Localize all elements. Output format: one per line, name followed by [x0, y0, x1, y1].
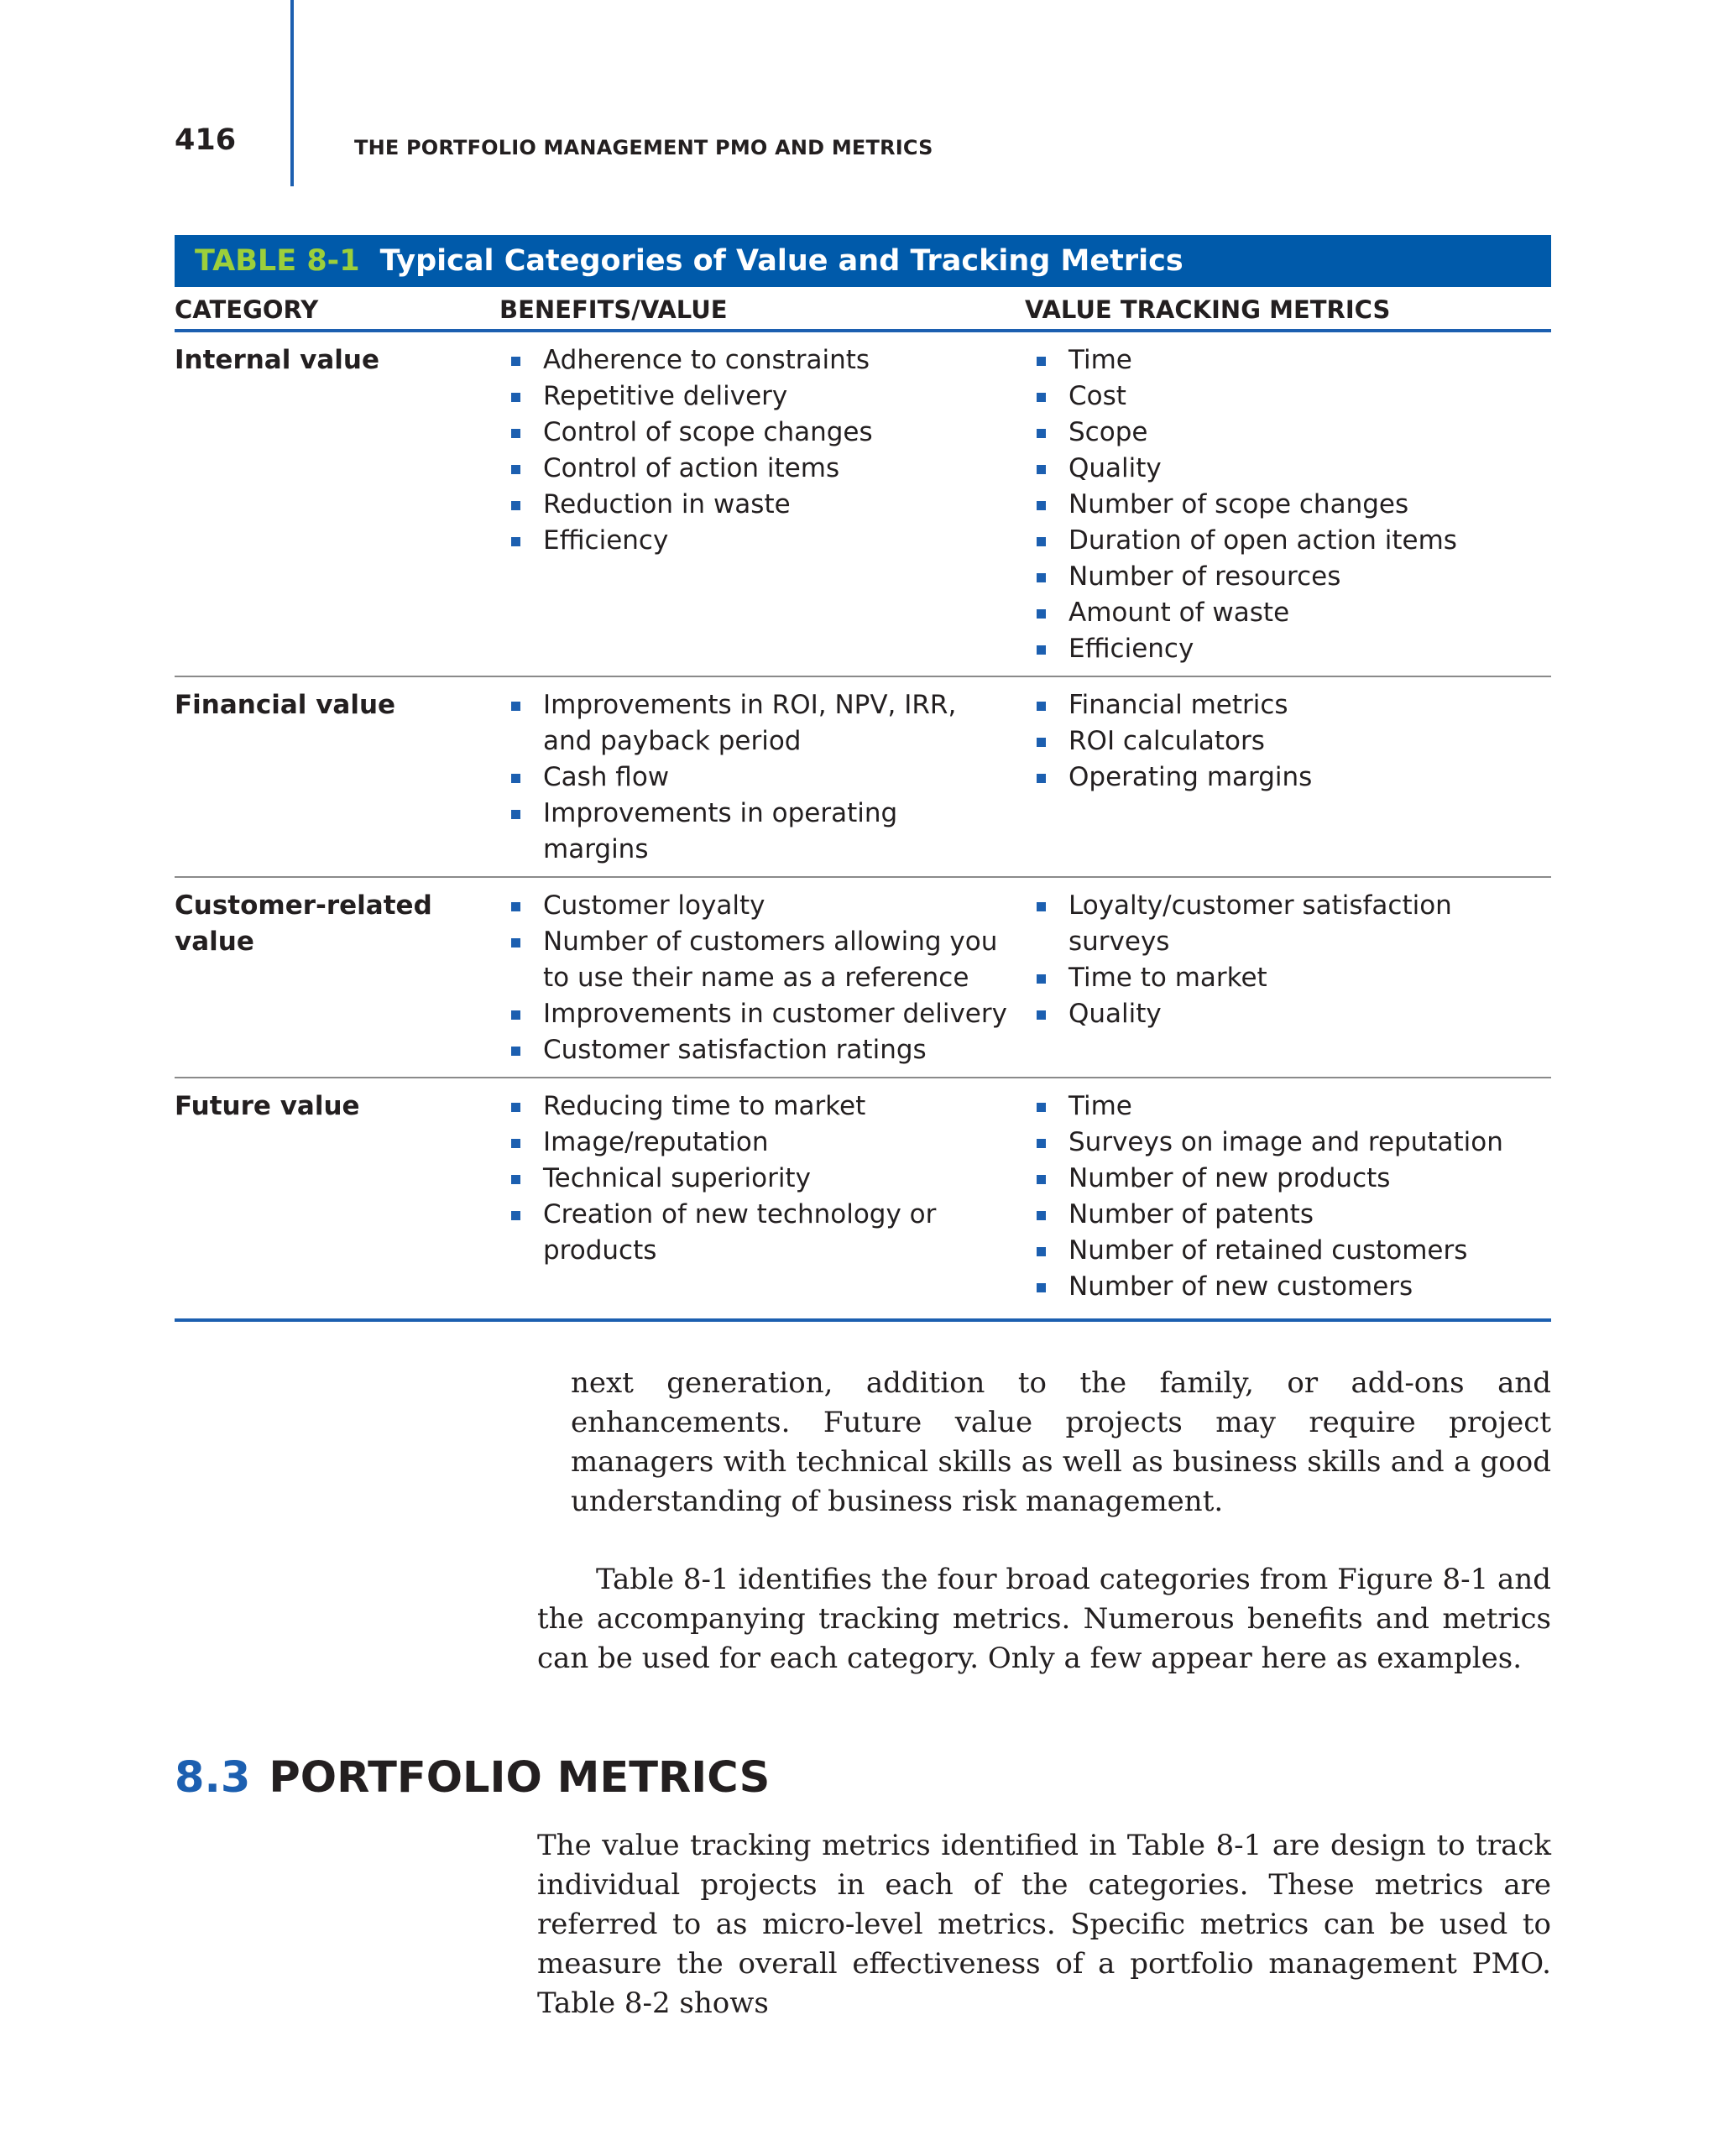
benefit-item: Control of action items	[508, 451, 1008, 487]
benefit-item: Improvements in operating margins	[508, 796, 1008, 868]
metric-item: Quality	[1033, 451, 1526, 487]
table-row	[175, 332, 1551, 677]
benefits-list-cell	[508, 1088, 1033, 1305]
benefit-item: Number of customers allowing you to use their name as a reference	[508, 924, 1008, 996]
metrics-list-cell	[1033, 1088, 1551, 1305]
metric-item: Number of new customers	[1033, 1269, 1526, 1305]
benefit-item: Adherence to constraints	[508, 342, 1008, 378]
benefits-list-cell	[508, 342, 1033, 667]
body-paragraph-3: The value tracking metrics identified in Table 8-1 are design to track individual projects in each of the categories. These metrics are referred to as micro-level metrics. Specific metrics can be used to measure the overall effectiveness of a portfolio management PMO. Table 8-2 shows	[537, 1829, 1551, 2020]
metric-item: ROI calculators	[1033, 723, 1526, 760]
metric-item: Amount of waste	[1033, 595, 1526, 631]
metric-item: Cost	[1033, 378, 1526, 415]
benefit-item: Repetitive delivery	[508, 378, 1008, 415]
benefit-item: Image/reputation	[508, 1125, 1008, 1161]
benefit-item: Customer loyalty	[508, 888, 1008, 924]
metric-item: Number of scope changes	[1033, 487, 1526, 523]
metric-item: Time to market	[1033, 960, 1526, 996]
metrics-list	[1033, 687, 1551, 796]
table-row	[175, 878, 1551, 1078]
benefits-list	[508, 888, 1033, 1068]
metric-item: Number of resources	[1033, 559, 1526, 595]
benefits-list-cell	[508, 687, 1033, 868]
metric-item: Surveys on image and reputation	[1033, 1125, 1526, 1161]
metric-item: Time	[1033, 342, 1526, 378]
benefit-item: Cash flow	[508, 760, 1008, 796]
table-row	[175, 677, 1551, 878]
row-category: Future value	[175, 1091, 360, 1121]
table-8-1	[175, 235, 1551, 1322]
metric-item: Number of retained customers	[1033, 1233, 1526, 1269]
metric-item: Number of new products	[1033, 1161, 1526, 1197]
metric-item: Loyalty/customer satisfaction surveys	[1033, 888, 1526, 960]
metric-item: Number of patents	[1033, 1197, 1526, 1233]
table-label: TABLE 8-1	[195, 244, 360, 278]
benefit-item: Reduction in waste	[508, 487, 1008, 523]
metric-item: Scope	[1033, 415, 1526, 451]
metrics-list-cell	[1033, 687, 1551, 868]
benefit-item: Creation of new technology or products	[508, 1197, 1008, 1269]
benefits-list	[508, 342, 1033, 559]
row-category: Financial value	[175, 690, 396, 720]
section-number: 8.3	[175, 1753, 251, 1803]
section-heading	[175, 1752, 770, 1804]
metrics-list	[1033, 342, 1551, 667]
metrics-list-cell	[1033, 888, 1551, 1068]
column-header-metrics: VALUE TRACKING METRICS	[1025, 295, 1391, 324]
metric-item: Quality	[1033, 996, 1526, 1032]
body-paragraph-1: next generation, addition to the family, or add-ons and enhancements. Future value projects may require project managers with technical skills as well as business skills and a good understanding of business risk management.	[571, 1366, 1551, 1518]
body-paragraph-2: Table 8-1 identifies the four broad categories from Figure 8-1 and the accompanying tracking metrics. Numerous benefits and metrics can be used for each category. Only a few appear here as examples.	[537, 1563, 1551, 1675]
benefits-list	[508, 1088, 1033, 1269]
metric-item: Time	[1033, 1088, 1526, 1125]
benefit-item: Efficiency	[508, 523, 1008, 559]
benefit-item: Control of scope changes	[508, 415, 1008, 451]
benefits-list-cell	[508, 888, 1033, 1068]
metric-item: Operating margins	[1033, 760, 1526, 796]
header-vertical-rule	[290, 0, 294, 186]
column-header-benefits: BENEFITS/VALUE	[499, 295, 728, 324]
benefit-item: Technical superiority	[508, 1161, 1008, 1197]
table-caption: Typical Categories of Value and Tracking Metrics	[379, 244, 1183, 278]
metrics-list-cell	[1033, 342, 1551, 667]
row-category: Customer-related value	[175, 890, 432, 957]
metrics-list	[1033, 1088, 1551, 1305]
table-title-bar	[175, 235, 1551, 287]
section-title: PORTFOLIO METRICS	[269, 1753, 771, 1803]
benefit-item: Improvements in customer delivery	[508, 996, 1008, 1032]
table-row	[175, 1078, 1551, 1322]
metric-item: Financial metrics	[1033, 687, 1526, 723]
page-number: 416	[175, 123, 237, 157]
metric-item: Efficiency	[1033, 631, 1526, 667]
benefits-list	[508, 687, 1033, 868]
table-body	[175, 332, 1551, 1322]
metrics-list	[1033, 888, 1551, 1032]
table-header-row	[175, 287, 1551, 332]
metric-item: Duration of open action items	[1033, 523, 1526, 559]
benefit-item: Customer satisfaction ratings	[508, 1032, 1008, 1068]
running-header: THE PORTFOLIO MANAGEMENT PMO AND METRICS	[354, 136, 933, 159]
row-category: Internal value	[175, 345, 379, 375]
column-header-category: CATEGORY	[175, 295, 319, 324]
benefit-item: Reducing time to market	[508, 1088, 1008, 1125]
benefit-item: Improvements in ROI, NPV, IRR, and payback period	[508, 687, 1008, 760]
